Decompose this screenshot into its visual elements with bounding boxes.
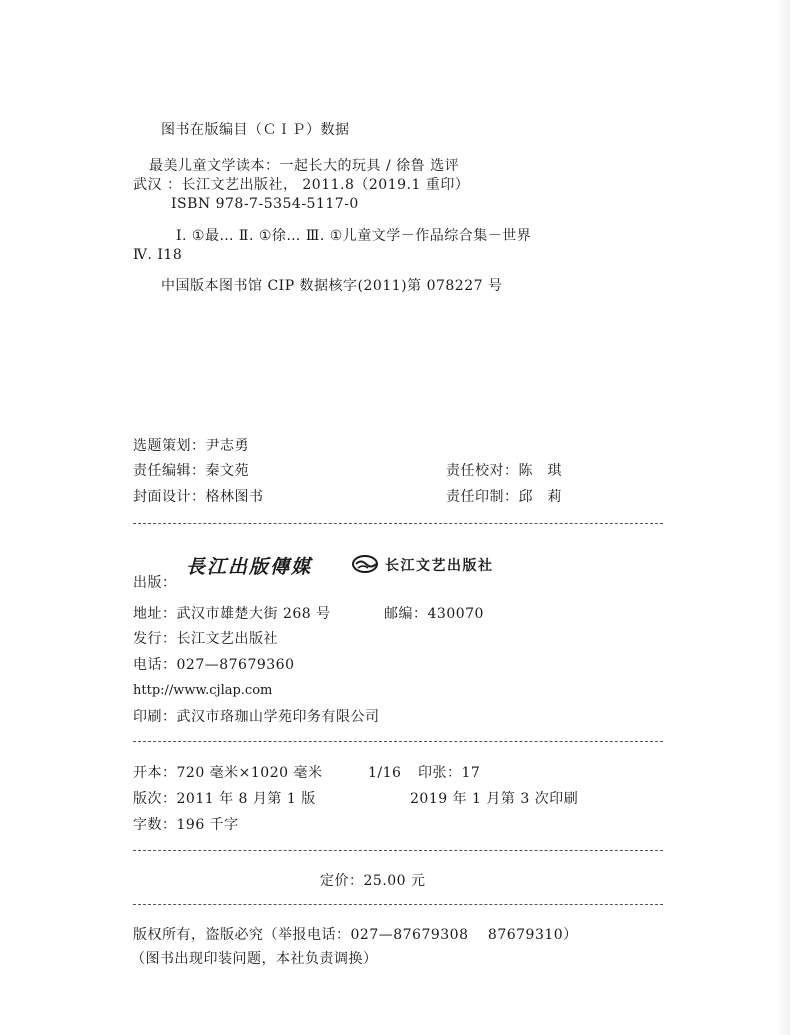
changjiang-media-logo: 長江出版傳媒 (186, 556, 313, 578)
printer: 印刷：武汉市珞珈山学苑印务有限公司 (133, 709, 380, 725)
editor-credit: 责任编辑：秦文苑 (133, 463, 249, 479)
proofreader-credit: 责任校对：陈 琪 (446, 463, 562, 479)
cip-publisher-line: 武汉 ：长江文艺出版社， 2011.8（2019.1 重印） (133, 177, 470, 193)
word-count: 字数：196 千字 (133, 817, 239, 833)
cip-title: 图书在版编目（ＣＩＰ）数据 (161, 122, 350, 138)
publisher-website: http://www.cjlap.com (133, 683, 273, 698)
publisher-postcode: 邮编：430070 (384, 606, 484, 622)
cip-classification: Ⅰ. ①最… Ⅱ. ①徐… Ⅲ. ①儿童文学－作品综合集－世界 (176, 228, 532, 244)
planner-credit: 选题策划：尹志勇 (133, 438, 249, 454)
changjiang-wenyi-logo-text: 长江文艺出版社 (385, 558, 494, 574)
book-format: 开本：720 毫米×1020 毫米 (133, 765, 323, 781)
cip-title-line: 最美儿童文学读本：一起长大的玩具 / 徐鲁 选评 (149, 158, 460, 174)
cover-design-credit: 封面设计：格林图书 (133, 489, 264, 505)
divider-rule (133, 741, 663, 742)
divider-rule (133, 850, 663, 851)
publisher-label: 出版： (133, 575, 177, 591)
cip-classification-cont: Ⅳ. I18 (133, 247, 183, 263)
divider-rule (133, 904, 663, 905)
distributor: 发行：长江文艺出版社 (133, 631, 278, 647)
changjiang-wenyi-logo-icon (351, 554, 379, 574)
printing-manager-credit: 责任印制：邱 莉 (446, 489, 562, 505)
price: 定价：25.00 元 (320, 873, 426, 889)
publisher-address: 地址：武汉市雄楚大街 268 号 (133, 606, 331, 622)
publisher-phone: 电话：027—87679360 (133, 657, 295, 673)
book-fold: 1/16 (368, 765, 402, 781)
cip-verification-number: 中国版本图书馆 CIP 数据核字(2011)第 078227 号 (161, 278, 503, 294)
divider-rule (133, 523, 663, 524)
cip-isbn: ISBN 978-7-5354-5117-0 (171, 196, 359, 212)
print-run: 2019 年 1 月第 3 次印刷 (410, 791, 579, 807)
rights-notice: 版权所有，盗版必究（举报电话：027—87679308 87679310） (133, 927, 578, 943)
edition: 版次：2011 年 8 月第 1 版 (133, 791, 316, 807)
page-edge (776, 0, 790, 1035)
return-notice: （图书出现印装问题，本社负责调换） (131, 951, 378, 967)
printed-sheets: 印张：17 (418, 765, 481, 781)
